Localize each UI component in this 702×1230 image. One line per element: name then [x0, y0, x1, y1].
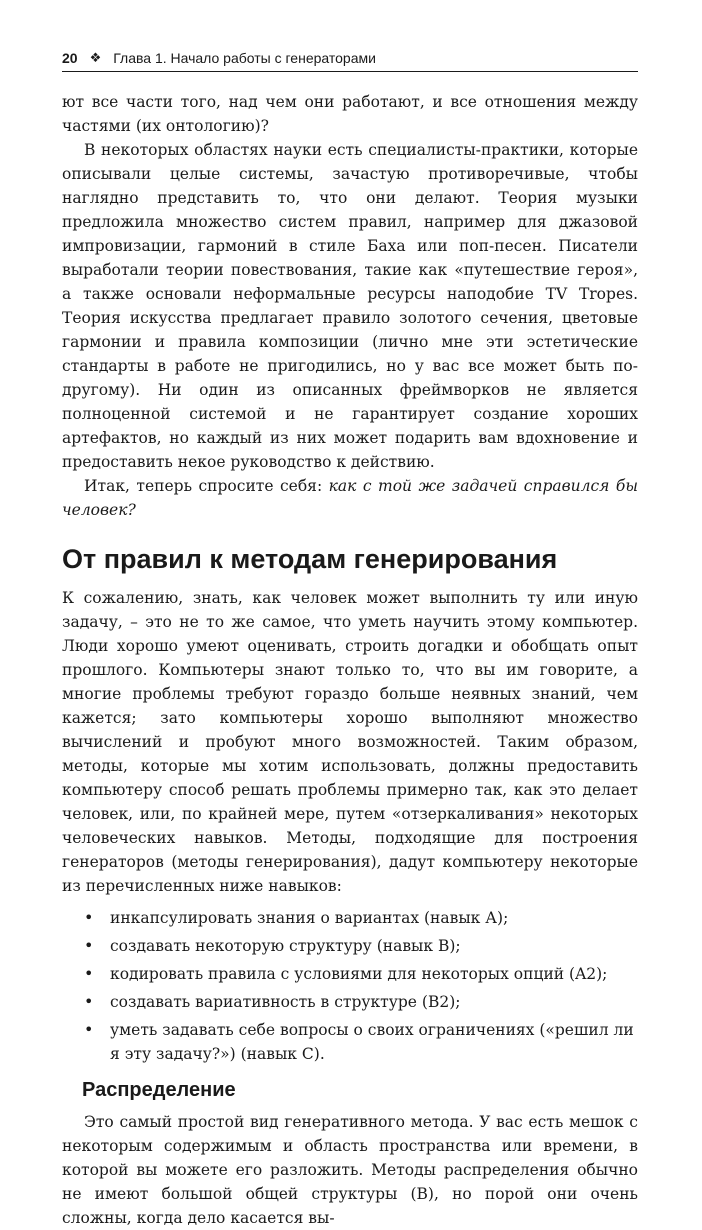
subsection-heading: Распределение: [82, 1079, 236, 1101]
section-intro-paragraph: К сожалению, знать, как человек может выполнить ту или иную задачу, – это не то же самое, что уметь научить этому компьютер. Люди хорошо умеют оценивать, строить догадки и обобщать опыт прошлого. Компьютеры знают только то, что вы им говорите, а многие проблемы требуют гораздо больше неявных знаний, чем кажется; зато компьютеры хорошо выполняют множество вычислений и пробуют много возможностей. Таким образом, методы, которые мы хотим использовать, должны предоставить компьютеру способ решать проблемы примерно так, как это делает человек, или, по крайней мере, путем «отзеркаливания» некоторых человеческих навыков. Методы, подходящие для построения генераторов (методы генерирования), дадут компьютеру некоторые из перечисленных ниже навыков:: [62, 589, 638, 895]
paragraph-practitioners: В некоторых областях науки есть специалисты-практики, которые описывали целые системы, зачастую противоречивые, чтобы наглядно представить то, что они делают. Теория музыки предложила множество систем правил, например для джазовой импровизации, гармоний в стиле Баха или поп-песен. Писатели выработали теории повествования, такие как «путешествие героя», а также основали неформальные ресурсы наподобие TV Tropes. Теория искусства предлагает правило золотого сечения, цветовые гармонии и правила композиции (лично мне эти эстетические стандарты в работе не пригодились, но у вас все может быть по-другому). Ни один из описанных фреймворков не является полноценной системой и не гарантирует создание хороших артефактов, но каждый из них может подарить вам вдохновение и предоставить некое руководство к действию.: [62, 141, 638, 471]
list-item: [62, 934, 638, 958]
list-item-text: инкапсулировать знания о вариантах (навык А);: [110, 909, 509, 927]
section-heading: От правил к методам генерирования: [62, 544, 558, 574]
running-head: [62, 50, 638, 72]
bullet-icon: •: [84, 964, 94, 983]
list-item-text: создавать вариативность в структуре (B2);: [110, 993, 461, 1011]
chapter-title: Глава 1. Начало работы с генераторами: [113, 50, 376, 66]
ornament-icon: ❖: [89, 50, 102, 65]
list-item-text: создавать некоторую структуру (навык B);: [110, 937, 461, 955]
list-item: [62, 1018, 638, 1066]
list-item: [62, 906, 638, 930]
bullet-icon: •: [84, 936, 94, 955]
list-item: [62, 962, 638, 986]
list-item-text: уметь задавать себе вопросы о своих ограничениях («решил ли я эту задачу?») (навык С).: [110, 1021, 634, 1063]
page-number: 20: [62, 50, 78, 66]
bullet-icon: •: [84, 908, 94, 927]
bullet-icon: •: [84, 1020, 94, 1039]
paragraph-continuation: ют все части того, над чем они работают, и все отношения между частями (их онтологию)?: [62, 93, 638, 135]
list-item-text: кодировать правила с условиями для некоторых опций (A2);: [110, 965, 608, 983]
bullet-icon: •: [84, 992, 94, 1011]
subsection-paragraph: Это самый простой вид генеративного метода. У вас есть мешок с некоторым содержимым и область пространства или времени, в которой вы можете его разложить. Методы распределения обычно не имеют большой общей структуры (B), но порой они очень сложны, когда дело касается вы-: [62, 1113, 638, 1227]
skills-list: [62, 906, 638, 1066]
list-item: [62, 990, 638, 1014]
page-body: [62, 90, 638, 1230]
question-italic: как с той же задачей справился бы человек?: [62, 477, 638, 519]
paragraph-question: [62, 474, 638, 522]
question-lead: Итак, теперь спросите себя:: [84, 477, 329, 495]
